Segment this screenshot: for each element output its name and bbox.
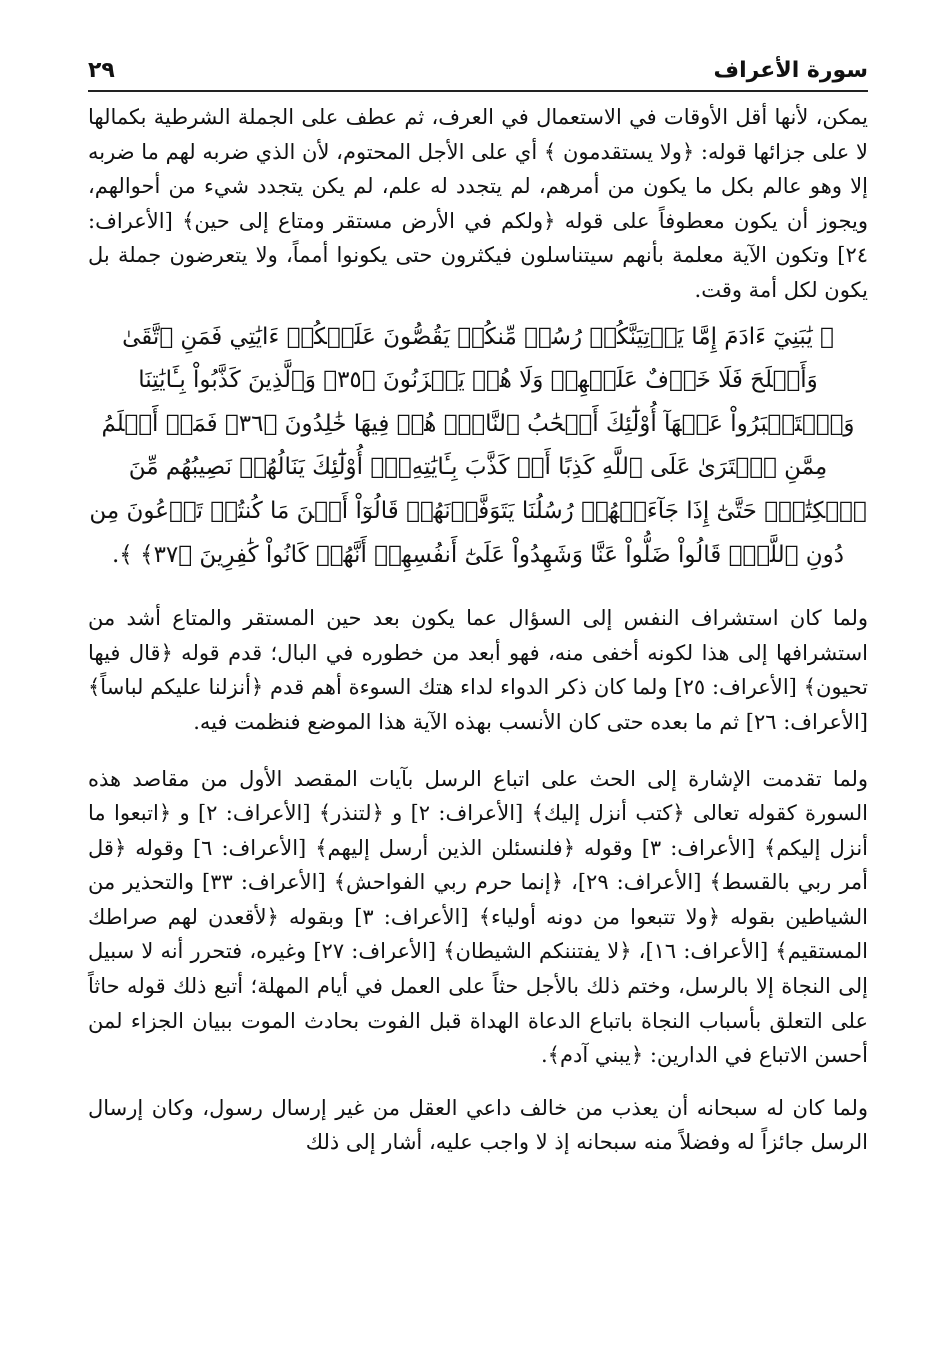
- header-divider: [88, 90, 868, 92]
- page-header: [88, 58, 868, 88]
- surah-title: سورة الأعراف: [713, 58, 868, 83]
- quran-verse-block: ﴿ يَٰبَنِيٓ ءَادَمَ إِمَّا يَأۡتِيَنَّكُمۡ رُسُلٞ مِّنكُمۡ يَقُصُّونَ عَلَيۡكُمۡ ءَايَٰتِي فَمَنِ ٱتَّقَىٰ وَأَصۡلَحَ فَلَا خَوۡفٌ عَلَيۡهِمۡ وَلَا هُمۡ يَحۡزَنُونَ ﴿٣٥﴾ وَٱلَّذِينَ كَذَّبُواْ بِـَٔايَٰتِنَا وَٱسۡتَكۡبَرُواْ عَنۡهَآ أُوْلَٰٓئِكَ أَصۡحَٰبُ ٱلنَّارِۖ هُمۡ فِيهَا خَٰلِدُونَ ﴿٣٦﴾ فَمَنۡ أَظۡلَمُ مِمَّنِ ٱفۡتَرَىٰ عَلَى ٱللَّهِ كَذِبًا أَوۡ كَذَّبَ بِـَٔايَٰتِهِۦٓۚ أُوْلَٰٓئِكَ يَنَالُهُمۡ نَصِيبُهُم مِّنَ ٱلۡكِتَٰبِۖ حَتَّىٰٓ إِذَا جَآءَتۡهُمۡ رُسُلُنَا يَتَوَفَّوۡنَهُمۡ قَالُوٓاْ أَيۡنَ مَا كُنتُمۡ تَدۡعُونَ مِن دُونِ ٱللَّهِۖ قَالُواْ ضَلُّواْ عَنَّا وَشَهِدُواْ عَلَىٰٓ أَنفُسِهِمۡ أَنَّهُمۡ كَانُواْ كَٰفِرِينَ ﴿٣٧﴾ ﴾.: [89, 323, 867, 568]
- paragraph-commentary-4: ولما كان له سبحانه أن يعذب من خالف داعي العقل من غير إرسال رسول، وكان إرسال الرسل جائزاً له وفضلاً منه سبحانه إذ لا واجب عليه، أشار إلى ذلك: [88, 1095, 869, 1155]
- page-number: ٢٩: [88, 58, 115, 83]
- page-body: [88, 100, 868, 1160]
- paragraph-commentary-1: يمكن، لأنها أقل الأوقات في الاستعمال في العرف، ثم عطف على الجملة الشرطية بكمالها لا على جزائها قوله: ﴿ولا يستقدمون ﴾ أي على الأجل المحتوم، لأن الذي ضربه لهم ما ضربه إلا وهو عالم بكل ما يكون من أمرهم، لم يتجدد له علم، لم يكن يتجدد شيء من أحوالهم، ويجوز أن يكون معطوفاً على قوله ﴿ولكم في الأرض مستقر ومتاع إلى حين﴾ [الأعراف: ٢٤] وتكون الآية معلمة بأنهم سيتناسلون فيكثرون حتى يكونوا أمماً، ولا يتعرضون جملة بل يكون لكل أمة وقت.: [88, 105, 868, 302]
- paragraph-commentary-2: ولما كان استشراف النفس إلى السؤال عما يكون بعد حين المستقر والمتاع أشد من استشرافها إلى هذا لكونه أخفى منه، فهو أبعد من خطوره في البال؛ قدم قوله ﴿قال فيها تحيون﴾ [الأعراف: ٢٥] ولما كان ذكر الدواء لداء هتك السوءة أهم قدم ﴿أنزلنا عليكم لباساً﴾ [الأعراف: ٢٦] ثم ما بعده حتى كان الأنسب بهذه الآية هذا الموضع فنظمت فيه.: [88, 606, 868, 734]
- paragraph-commentary-3: ولما تقدمت الإشارة إلى الحث على اتباع الرسل بآيات المقصد الأول من مقاصد هذه السورة كقوله تعالى ﴿كتب أنزل إليك﴾ [الأعراف: ٢] و ﴿لتنذر﴾ [الأعراف: ٢] و ﴿اتبعوا ما أنزل إليكم﴾ [الأعراف: ٣] وقوله ﴿فلنسئلن الذين أرسل إليهم﴾ [الأعراف: ٦] وقوله ﴿قل أمر ربي بالقسط﴾ [الأعراف: ٢٩]، ﴿إنما حرم ربي الفواحش﴾ [الأعراف: ٣٣] والتحذير من الشياطين بقوله ﴿ولا تتبعوا من دونه أولياء﴾ [الأعراف: ٣] وبقوله ﴿لأقعدن لهم صراطك المستقيم﴾ [الأعراف: ١٦]، ﴿لا يفتننكم الشيطان﴾ [الأعراف: ٢٧] وغيره، فتحرر أنه لا سبيل إلى النجاة إلا بالرسل، وختم ذلك بالأجل حثاً على العمل في أيام المهلة؛ أتبع ذلك قوله حاثاً على التعلق بأسباب النجاة باتباع الدعاة الهداة قبل الفوت بحادث الموت ببيان الجزاء لمن أحسن الاتباع في الدارين: ﴿يبني آدم﴾.: [88, 766, 869, 1068]
